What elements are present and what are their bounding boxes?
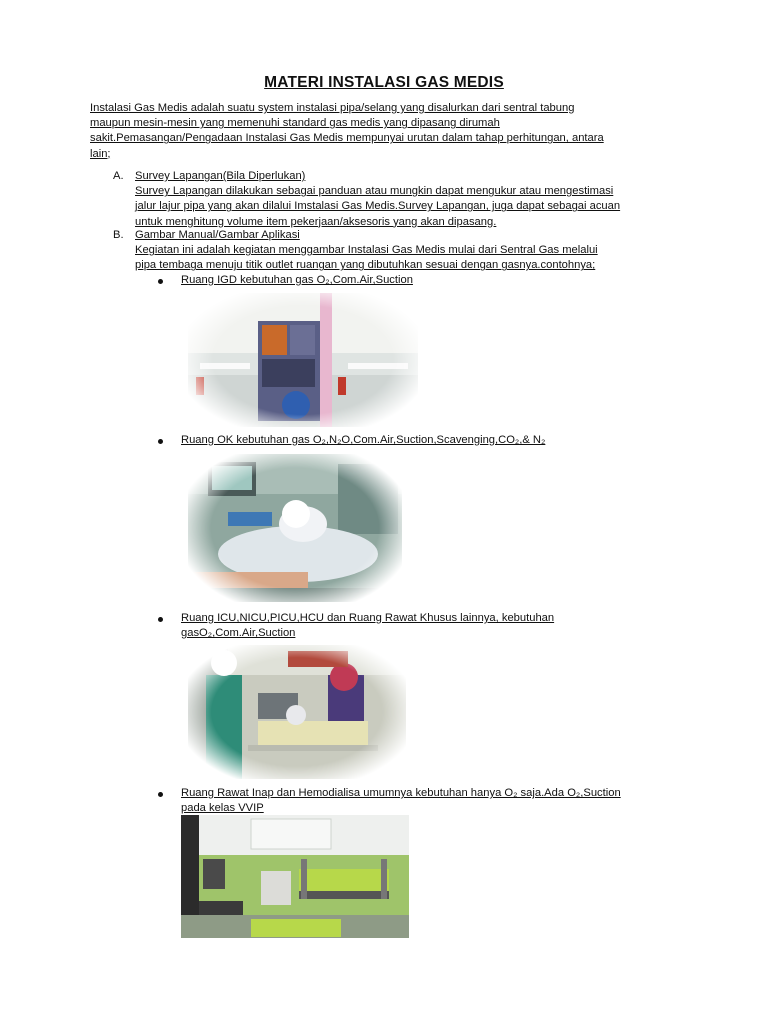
document-title: MATERI INSTALASI GAS MEDIS — [264, 74, 504, 91]
section-a-line: untuk menghitung volume item pekerjaan/aksesoris yang akan dipasang. — [135, 215, 497, 228]
photo-rawat-inap-room — [181, 815, 409, 938]
section-b-letter: B. — [113, 229, 124, 241]
intro-line: maupun mesin-mesin yang memenuhi standard gas medis yang dipasang dirumah — [90, 117, 500, 130]
bullet-dot — [158, 279, 163, 284]
bullet-dot — [158, 439, 163, 444]
section-a-heading: Survey Lapangan(Bila Diperlukan) — [135, 170, 306, 182]
section-a-text — [135, 169, 680, 230]
intro-line: Instalasi Gas Medis adalah suatu system instalasi pipa/selang yang disalurkan dari sentral tabung — [90, 102, 575, 114]
section-b-text — [135, 228, 680, 274]
bullet-line: Ruang OK kebutuhan gas O₂,N₂O,Com.Air,Suction,Scavenging,CO₂,& N₂ — [181, 434, 546, 446]
bullet-line: pada kelas VVIP — [181, 802, 264, 815]
section-b-line: Kegiatan ini adalah kegiatan menggambar Instalasi Gas Medis mulai dari Sentral Gas melalui — [135, 244, 598, 257]
bullet-line: Ruang IGD kebutuhan gas O₂,Com.Air,Suction — [181, 274, 413, 286]
photo-ok-room — [188, 454, 402, 602]
section-b-heading: Gambar Manual/Gambar Aplikasi — [135, 229, 300, 241]
bullet-igd — [181, 273, 681, 288]
bullet-rawat-inap — [181, 786, 681, 816]
intro-line: lain; — [90, 147, 111, 160]
bullet-line: gasO₂,Com.Air,Suction — [181, 627, 296, 640]
bullet-dot — [158, 617, 163, 622]
photo-icu-room — [188, 645, 406, 779]
intro-line: sakit.Pemasangan/Pengadaan Instalasi Gas Medis mempunyai urutan dalam tahap perhitungan, antara — [90, 132, 604, 145]
bullet-ok — [181, 433, 681, 448]
bullet-line: Ruang Rawat Inap dan Hemodialisa umumnya kebutuhan hanya O₂ saja.Ada O₂,Suction — [181, 787, 621, 799]
bullet-dot — [158, 792, 163, 797]
bullet-line: Ruang ICU,NICU,PICU,HCU dan Ruang Rawat Khusus lainnya, kebutuhan — [181, 612, 555, 624]
section-a-letter: A. — [113, 170, 124, 182]
photo-igd-room — [188, 293, 418, 427]
intro-paragraph — [90, 101, 680, 162]
section-a-line: Survey Lapangan dilakukan sebagai panduan atau mungkin dapat mengukur atau mengestimasi — [135, 185, 614, 198]
bullet-icu — [181, 611, 681, 641]
section-a-line: jalur lajur pipa yang akan dilalui Imstalasi Gas Medis.Survey Lapangan, juga dapat sebagai acuan — [135, 200, 621, 213]
section-b-line: pipa tembaga menuju titik outlet ruangan yang dibutuhkan sesuai dengan gasnya.contohnya; — [135, 259, 596, 272]
